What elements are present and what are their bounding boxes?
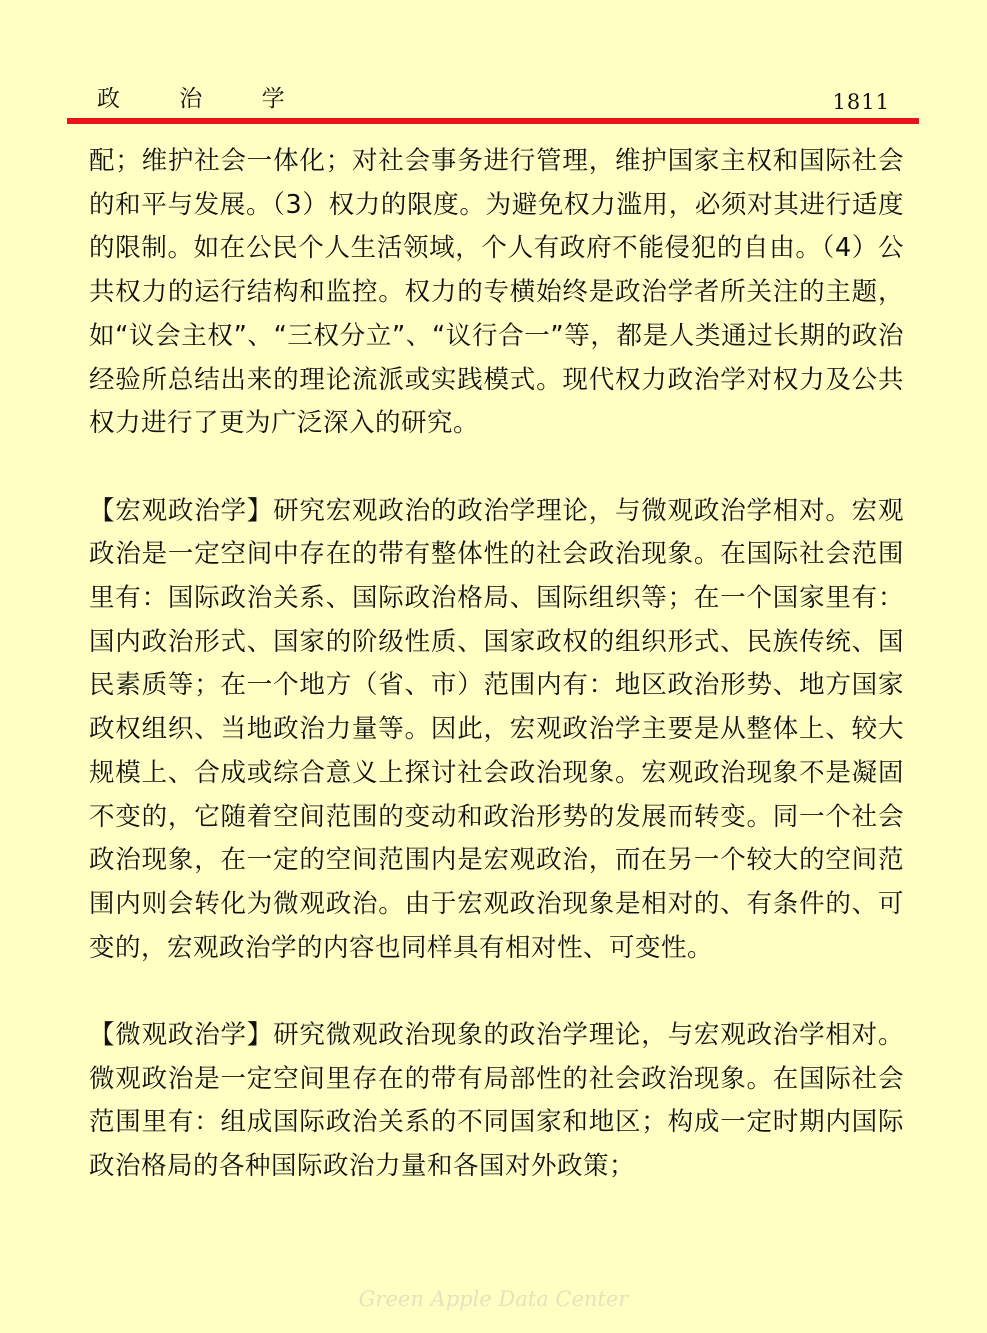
paragraph-continuation: 配；维护社会一体化；对社会事务进行管理，维护国家主权和国际社会的和平与发展。（3）权力的限度。为避免权力滥用，必须对其进行适度的限制。如在公民个人生活领域，个人有政府不能侵犯的自由。（4）公共权力的运行结构和监控。权力的专横始终是政治学者所关注的主题，如“议会主权”、“三权分立”、“议行合一”等，都是人类通过长期的政治经验所总结出来的理论流派或实践模式。现代权力政治学对权力及公共权力进行了更为广泛深入的研究。: [89, 146, 904, 439]
body-text: [89, 140, 904, 1189]
running-header-title: 政 治 学: [97, 86, 311, 112]
watermark: Green Apple Data Center: [358, 1287, 629, 1311]
entry-micro-politics: 【微观政治学】研究微观政治现象的政治学理论，与宏观政治学相对。微观政治是一定空间里存在的带有局部性的社会政治现象。在国际社会范围里有：组成国际政治关系的不同国家和地区；构成一定时期内国际政治格局的各种国际政治力量和各国对外政策；: [89, 1020, 904, 1182]
page-number: 1811: [832, 90, 890, 114]
entry-macro-politics: 【宏观政治学】研究宏观政治的政治学理论，与微观政治学相对。宏观政治是一定空间中存在的带有整体性的社会政治现象。在国际社会范围里有：国际政治关系、国际政治格局、国际组织等；在一个国家里有：国内政治形式、国家的阶级性质、国家政权的组织形式、民族传统、国民素质等；在一个地方（省、市）范围内有：地区政治形势、地方国家政权组织、当地政治力量等。因此，宏观政治学主要是从整体上、较大规模上、合成或综合意义上探讨社会政治现象。宏观政治现象不是凝固不变的，它随着空间范围的变动和政治形势的发展而转变。同一个社会政治现象，在一定的空间范围内是宏观政治，而在另一个较大的空间范围内则会转化为微观政治。由于宏观政治现象是相对的、有条件的、可变的，宏观政治学的内容也同样具有相对性、可变性。: [89, 495, 904, 963]
header-rule: [67, 118, 919, 124]
